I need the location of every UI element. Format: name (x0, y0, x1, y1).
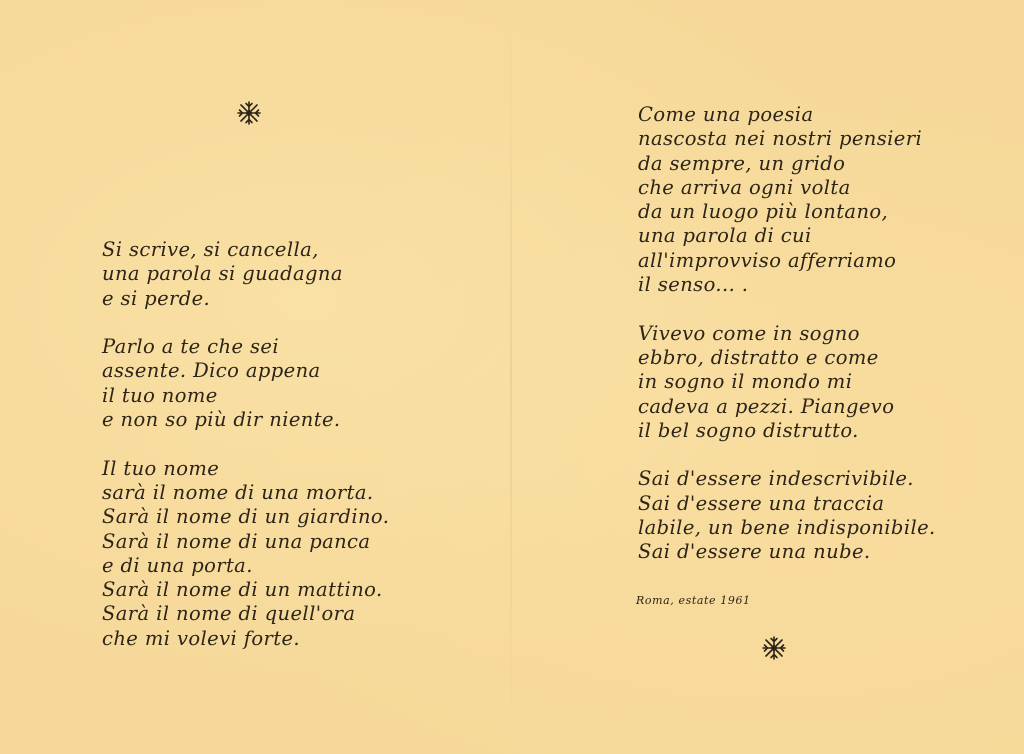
poem-line: e di una porta. (102, 553, 253, 577)
stanza (102, 457, 389, 651)
poem-line: una parola di cui (638, 224, 812, 248)
poem-line: sarà il nome di una morta. (102, 480, 374, 504)
poem-line: Sarà il nome di quell'ora (102, 602, 356, 626)
left-page (0, 0, 510, 754)
poem-line: labile, un bene indisponibile. (638, 516, 936, 540)
poem-line: Sai d'essere una nube. (638, 540, 871, 564)
place-date-signature: Roma, estate 1961 (636, 594, 751, 607)
poem-line: da sempre, un grido (638, 151, 846, 175)
poem-line: Parlo a te che sei (102, 335, 279, 359)
snowflake-ornament-icon (237, 101, 261, 125)
poem-line: in sogno il mondo mi (638, 370, 853, 394)
poem-line: nascosta nei nostri pensieri (638, 127, 923, 151)
poem-line: assente. Dico appena (102, 359, 321, 383)
right-page (512, 0, 1024, 754)
right-poem (638, 103, 936, 565)
poem-line: Il tuo nome (102, 456, 220, 480)
poem-line: Sai d'essere indescrivibile. (638, 467, 914, 491)
poem-line: Vivevo come in sogno (638, 321, 860, 345)
stanza (102, 238, 389, 311)
poem-line: Come una poesia (638, 103, 814, 126)
poem-line: che arriva ogni volta (638, 175, 851, 199)
poem-line: Sarà il nome di un mattino. (102, 578, 383, 602)
stanza (638, 322, 936, 443)
poem-line: Sarà il nome di una panca (102, 529, 371, 553)
poem-line: Sarà il nome di un giardino. (102, 505, 390, 529)
poem-line: cadeva a pezzi. Piangevo (638, 394, 895, 418)
poem-line: ebbro, distratto e come (638, 345, 879, 369)
poem-line: una parola si guadagna (102, 262, 343, 286)
poem-line: Sai d'essere una traccia (638, 491, 885, 515)
left-poem (102, 238, 389, 651)
poem-line: il tuo nome (102, 383, 218, 407)
stanza (102, 335, 389, 432)
poem-line: il bel sogno distrutto. (638, 418, 859, 442)
poem-line: all'improvviso afferriamo (638, 248, 897, 272)
poem-line: Si scrive, si cancella, (102, 238, 319, 261)
stanza (638, 103, 936, 297)
snowflake-ornament-icon (762, 636, 786, 660)
poem-line: che mi volevi forte. (102, 626, 300, 650)
poem-line: e non so più dir niente. (102, 408, 341, 432)
stanza (638, 467, 936, 564)
poem-line: il senso... . (638, 273, 749, 297)
poem-line: da un luogo più lontano, (638, 200, 889, 224)
poem-line: e si perde. (102, 286, 211, 310)
